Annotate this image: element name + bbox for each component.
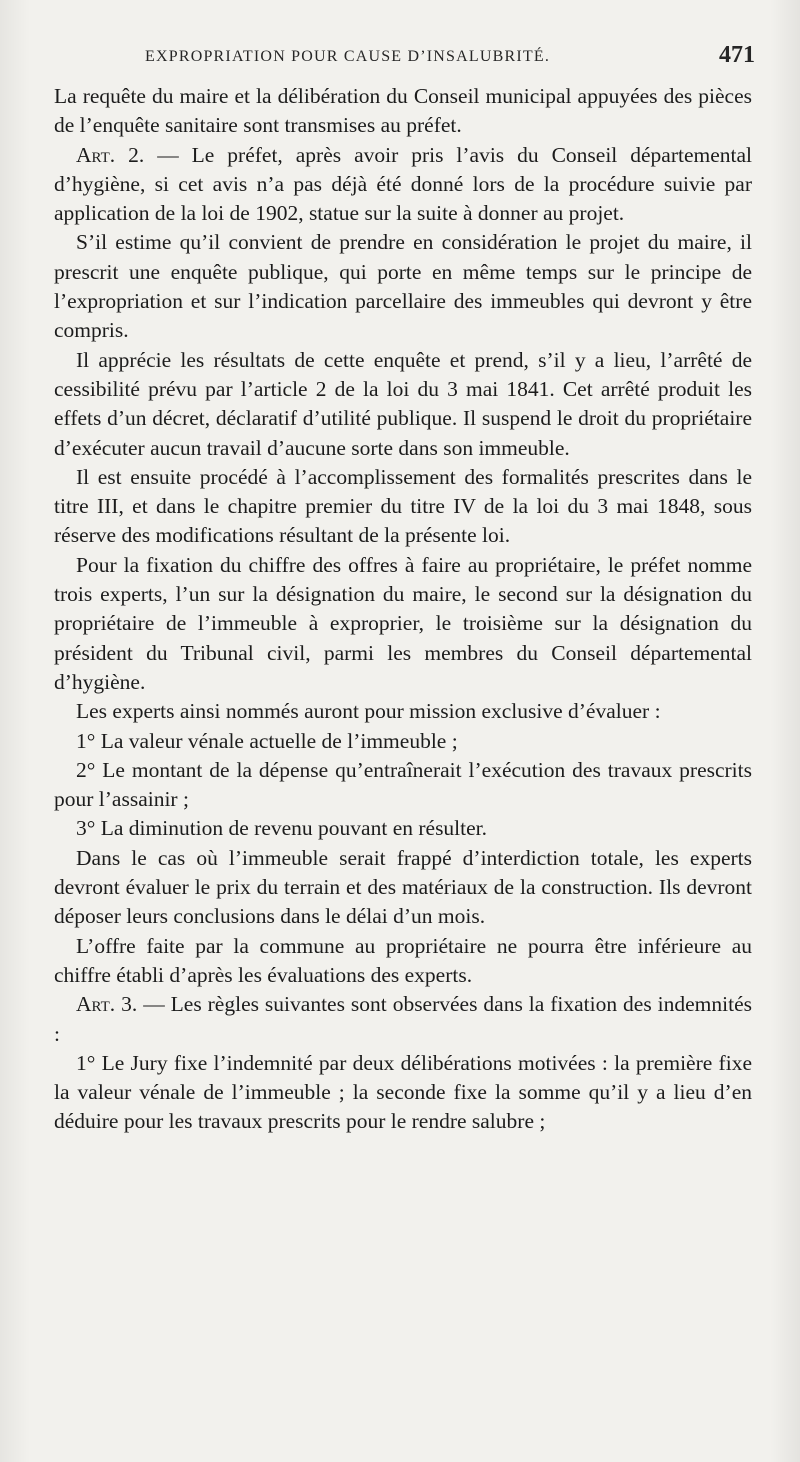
body-text bbox=[54, 82, 752, 1137]
paragraph: La requête du maire et la délibération du Conseil municipal appuyées des pièces de l’enquête sanitaire sont transmises au préfet. bbox=[54, 84, 752, 138]
article-3-paragraph bbox=[54, 990, 752, 1049]
article-2-paragraph bbox=[54, 141, 752, 229]
paragraph: Dans le cas où l’immeuble serait frappé d’interdiction totale, les experts devront évaluer le prix du terrain et des matériaux de la construction. Ils devront déposer leurs conclusions dans le délai d’un mois. bbox=[54, 845, 752, 929]
article-text: Le préfet, après avoir pris l’avis du Conseil départemental d’hygiène, si cet avis n’a pas déjà été donné lors de la procédure suivie par application de la loi de 1902, statue sur la suite à donner au projet. bbox=[54, 142, 753, 226]
paragraph: Il est ensuite procédé à l’accomplissement des formalités prescrites dans le titre III, et dans le chapitre premier du titre IV de la loi du 3 mai 1848, sous réserve des modifications résultant de la présente loi. bbox=[54, 464, 752, 548]
running-head bbox=[145, 42, 755, 76]
paragraph: S’il estime qu’il convient de prendre en considération le projet du maire, il prescrit une enquête publique, qui porte en même temps sur le principe de l’expropriation et sur l’indication parcellaire des immeubles qui devront y être compris. bbox=[54, 230, 752, 343]
list-item: 1° La valeur vénale actuelle de l’immeuble ; bbox=[76, 728, 458, 753]
running-title: EXPROPRIATION POUR CAUSE D’INSALUBRITÉ. bbox=[145, 48, 551, 65]
paragraph: L’offre faite par la commune au propriétaire ne pourra être inférieure au chiffre établi d’après les évaluations des experts. bbox=[54, 933, 752, 987]
page-number: 471 bbox=[719, 42, 755, 68]
list-item: 1° Le Jury fixe l’indemnité par deux délibérations motivées : la première fixe la valeur vénale de l’immeuble ; la seconde fixe la somme qu’il y a lieu d’en déduire pour les travaux prescrits pour le rendre salubre ; bbox=[54, 1050, 752, 1134]
list-item: 2° Le montant de la dépense qu’entraînerait l’exécution des travaux prescrits pour l’assainir ; bbox=[54, 757, 752, 812]
list-item: 3° La diminution de revenu pouvant en résulter. bbox=[76, 816, 488, 841]
article-label: Art. 2. — bbox=[76, 142, 192, 167]
article-label: Art. 3. — bbox=[76, 992, 171, 1017]
paragraph: Les experts ainsi nommés auront pour mission exclusive d’évaluer : bbox=[76, 699, 661, 724]
paragraph: Il apprécie les résultats de cette enquête et prend, s’il y a lieu, l’arrêté de cessibilité prévu par l’article 2 de la loi du 3 mai 1841. Cet arrêté produit les effets d’un décret, déclaratif d’utilité publique. Il suspend le droit du propriétaire d’exécuter aucun travail d’aucune sorte dans son immeuble. bbox=[54, 347, 752, 460]
article-text: Les règles suivantes sont observées dans la fixation des indemnités : bbox=[54, 992, 753, 1046]
paragraph: Pour la fixation du chiffre des offres à faire au propriétaire, le préfet nomme trois experts, l’un sur la désignation du maire, le second sur la désignation du propriétaire de l’immeuble à exproprier, le troisième sur la désignation du président du Tribunal civil, parmi les membres du Conseil départemental d’hygiène. bbox=[54, 552, 752, 694]
